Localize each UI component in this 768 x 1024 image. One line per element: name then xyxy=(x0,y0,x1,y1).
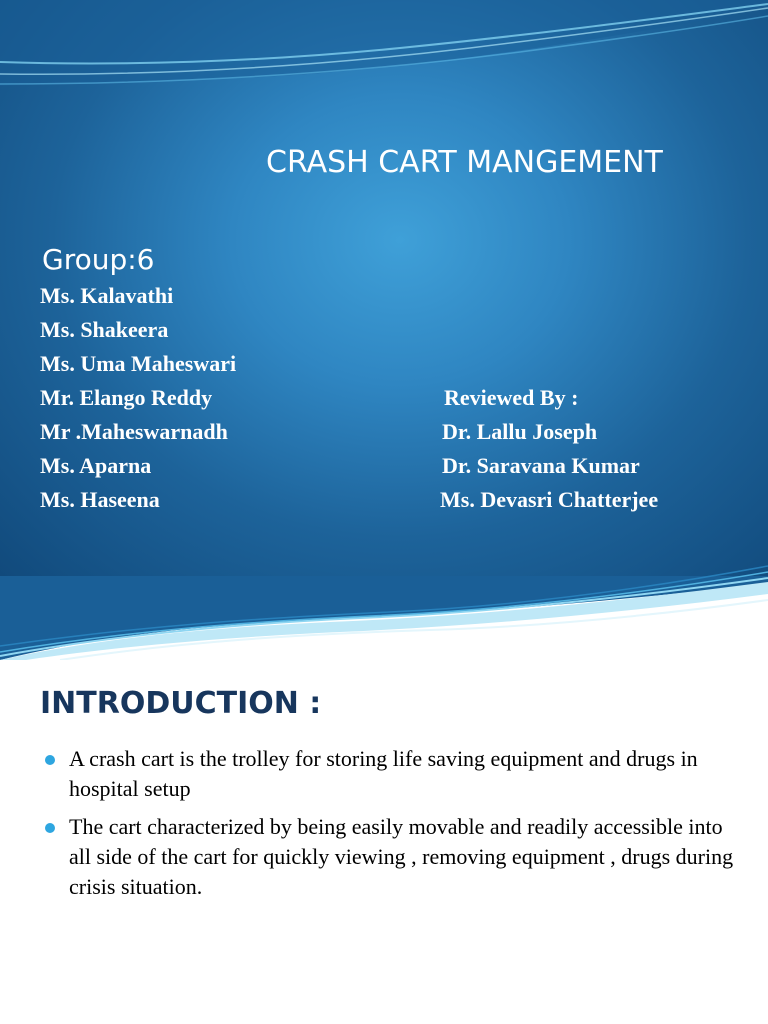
member-name: Ms. Aparna xyxy=(40,453,152,478)
slide-title: CRASH CART MANGEMENT xyxy=(266,145,663,180)
member-list xyxy=(40,281,236,519)
member-name: Ms. Kalavathi xyxy=(40,283,174,308)
reviewed-by-label: Reviewed By : xyxy=(444,385,579,410)
group-title: Group:6 xyxy=(42,243,155,276)
member-name: Mr .Maheswarnadh xyxy=(40,419,228,444)
bullet-dot-icon xyxy=(45,755,55,765)
reviewer-name: Dr. Lallu Joseph xyxy=(442,419,598,444)
top-wave-decoration xyxy=(0,0,768,110)
bullet-text: A crash cart is the trolley for storing life saving equipment and drugs in hospital setup xyxy=(69,746,698,801)
bullet-dot-icon xyxy=(45,823,55,833)
reviewer-name: Dr. Saravana Kumar xyxy=(442,453,640,478)
slide-heading: INTRODUCTION : xyxy=(40,686,322,721)
reviewer-name: Ms. Devasri Chatterjee xyxy=(440,487,659,512)
member-name: Ms. Uma Maheswari xyxy=(40,351,237,376)
bullet-item xyxy=(40,744,740,804)
member-name: Ms. Shakeera xyxy=(40,317,169,342)
reviewer-list xyxy=(442,383,658,519)
bullet-text: The cart characterized by being easily movable and readily accessible into all side of the cart for quickly viewing , removing equipment , drugs during crisis situation. xyxy=(69,814,734,899)
member-name: Mr. Elango Reddy xyxy=(40,385,213,410)
introduction-slide xyxy=(0,660,768,1024)
member-name: Ms. Haseena xyxy=(40,487,160,512)
bottom-wave-decoration xyxy=(0,560,768,660)
bullet-item xyxy=(40,812,740,902)
bullet-list xyxy=(40,744,740,910)
